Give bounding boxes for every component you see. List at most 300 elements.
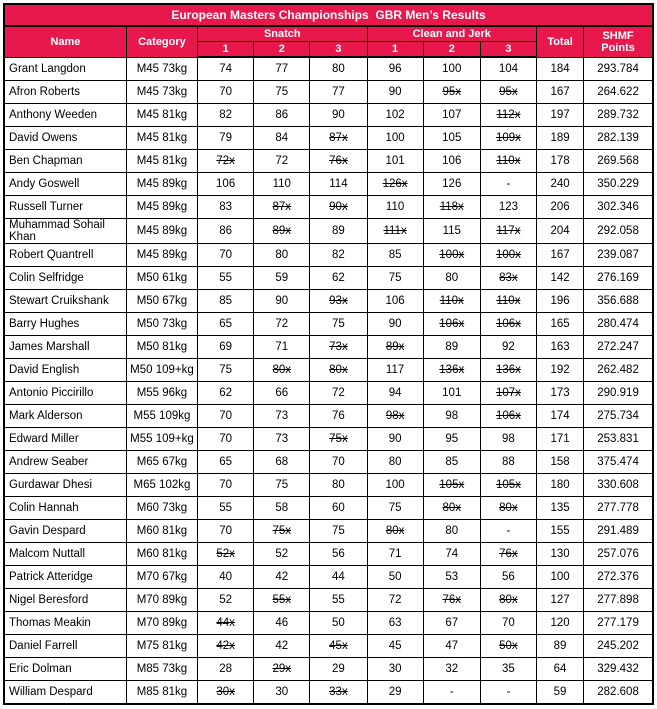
table-row <box>4 267 653 290</box>
snatch-attempt-3-cell: 73x <box>310 336 367 359</box>
cj-attempt-3-cell: 136x <box>480 359 536 382</box>
snatch-attempt-1-cell: 42x <box>198 635 254 658</box>
table-row <box>4 451 653 474</box>
snatch-attempt-2-cell: 71 <box>254 336 310 359</box>
total-cell: 206 <box>536 196 583 219</box>
category-cell: M50 73kg <box>126 313 197 336</box>
snatch-attempt-3-cell: 80 <box>310 57 367 81</box>
snatch-attempt-2-cell: 73 <box>254 428 310 451</box>
name-cell: Muhammad Sohail Khan <box>4 219 126 244</box>
table-row <box>4 520 653 543</box>
snatch-attempt-1-cell: 30x <box>198 681 254 705</box>
category-cell: M70 89kg <box>126 589 197 612</box>
cj-attempt-3-cell: 105x <box>480 474 536 497</box>
snatch-attempt-2-cell: 80x <box>254 359 310 382</box>
name-cell: Stewart Cruikshank <box>4 290 126 313</box>
cj-attempt-3-cell: 104 <box>480 57 536 81</box>
cj-attempt-3-cell: 98 <box>480 428 536 451</box>
name-cell: Nigel Beresford <box>4 589 126 612</box>
table-row <box>4 57 653 81</box>
category-cell: M50 61kg <box>126 267 197 290</box>
snatch-attempt-1-cell: 85 <box>198 290 254 313</box>
cj-attempt-1-cell: 90 <box>367 313 423 336</box>
name-cell: Malcom Nuttall <box>4 543 126 566</box>
snatch-attempt-2-cell: 86 <box>254 104 310 127</box>
cj-attempt-1-cell: 90 <box>367 81 423 104</box>
col-header-cj-1: 1 <box>367 42 423 58</box>
cj-attempt-2-cell: 32 <box>423 658 480 681</box>
snatch-attempt-3-cell: 29 <box>310 658 367 681</box>
col-header-snatch: Snatch <box>198 26 367 42</box>
name-cell: Antonio Piccirillo <box>4 382 126 405</box>
col-header-snatch-2: 2 <box>254 42 310 58</box>
snatch-attempt-2-cell: 68 <box>254 451 310 474</box>
cj-attempt-2-cell: 80 <box>423 520 480 543</box>
name-cell: Daniel Farrell <box>4 635 126 658</box>
col-header-total: Total <box>536 26 583 57</box>
name-cell: Colin Hannah <box>4 497 126 520</box>
cj-attempt-1-cell: 71 <box>367 543 423 566</box>
snatch-attempt-3-cell: 77 <box>310 81 367 104</box>
cj-attempt-1-cell: 72 <box>367 589 423 612</box>
snatch-attempt-1-cell: 70 <box>198 520 254 543</box>
cj-attempt-1-cell: 111x <box>367 219 423 244</box>
name-cell: Ben Chapman <box>4 150 126 173</box>
snatch-attempt-3-cell: 90 <box>310 104 367 127</box>
name-cell: David Owens <box>4 127 126 150</box>
snatch-attempt-1-cell: 28 <box>198 658 254 681</box>
cj-attempt-2-cell: 107 <box>423 104 480 127</box>
total-cell: 100 <box>536 566 583 589</box>
name-cell: Gurdawar Dhesi <box>4 474 126 497</box>
name-cell: Grant Langdon <box>4 57 126 81</box>
cj-attempt-1-cell: 29 <box>367 681 423 705</box>
cj-attempt-1-cell: 110 <box>367 196 423 219</box>
snatch-attempt-2-cell: 46 <box>254 612 310 635</box>
table-title: European Masters Championships GBR Men’s Results <box>4 4 653 26</box>
points-cell: 257.076 <box>584 543 653 566</box>
snatch-attempt-3-cell: 76x <box>310 150 367 173</box>
points-cell: 277.898 <box>584 589 653 612</box>
name-cell: William Despard <box>4 681 126 705</box>
table-row <box>4 104 653 127</box>
table-row <box>4 81 653 104</box>
snatch-attempt-1-cell: 106 <box>198 173 254 196</box>
table-row <box>4 681 653 705</box>
cj-attempt-2-cell: 98 <box>423 405 480 428</box>
snatch-attempt-3-cell: 75 <box>310 313 367 336</box>
category-cell: M60 81kg <box>126 520 197 543</box>
category-cell: M45 89kg <box>126 219 197 244</box>
snatch-attempt-1-cell: 52x <box>198 543 254 566</box>
cj-attempt-3-cell: 50x <box>480 635 536 658</box>
snatch-attempt-2-cell: 77 <box>254 57 310 81</box>
snatch-attempt-2-cell: 75x <box>254 520 310 543</box>
snatch-attempt-2-cell: 80 <box>254 244 310 267</box>
col-header-cj-3: 3 <box>480 42 536 58</box>
cj-attempt-1-cell: 126x <box>367 173 423 196</box>
snatch-attempt-3-cell: 93x <box>310 290 367 313</box>
name-cell: Anthony Weeden <box>4 104 126 127</box>
snatch-attempt-3-cell: 75 <box>310 520 367 543</box>
header-row-groups <box>4 26 653 42</box>
snatch-attempt-3-cell: 55 <box>310 589 367 612</box>
name-cell: Mark Alderson <box>4 405 126 428</box>
total-cell: 173 <box>536 382 583 405</box>
snatch-attempt-1-cell: 74 <box>198 57 254 81</box>
points-cell: 375.474 <box>584 451 653 474</box>
snatch-attempt-1-cell: 69 <box>198 336 254 359</box>
snatch-attempt-1-cell: 55 <box>198 267 254 290</box>
snatch-attempt-3-cell: 82 <box>310 244 367 267</box>
cj-attempt-1-cell: 75 <box>367 267 423 290</box>
cj-attempt-2-cell: 100 <box>423 57 480 81</box>
total-cell: 165 <box>536 313 583 336</box>
cj-attempt-1-cell: 80 <box>367 451 423 474</box>
points-cell: 290.919 <box>584 382 653 405</box>
cj-attempt-3-cell: - <box>480 520 536 543</box>
snatch-attempt-1-cell: 70 <box>198 405 254 428</box>
total-cell: 130 <box>536 543 583 566</box>
cj-attempt-2-cell: - <box>423 681 480 705</box>
name-cell: Robert Quantrell <box>4 244 126 267</box>
cj-attempt-3-cell: 109x <box>480 127 536 150</box>
cj-attempt-1-cell: 85 <box>367 244 423 267</box>
snatch-attempt-1-cell: 44x <box>198 612 254 635</box>
points-cell: 275.734 <box>584 405 653 428</box>
cj-attempt-1-cell: 106 <box>367 290 423 313</box>
cj-attempt-3-cell: 80x <box>480 589 536 612</box>
cj-attempt-3-cell: 35 <box>480 658 536 681</box>
cj-attempt-2-cell: 126 <box>423 173 480 196</box>
points-cell: 293.784 <box>584 57 653 81</box>
snatch-attempt-1-cell: 70 <box>198 474 254 497</box>
cj-attempt-1-cell: 45 <box>367 635 423 658</box>
table-row <box>4 359 653 382</box>
snatch-attempt-2-cell: 42 <box>254 566 310 589</box>
points-cell: 291.489 <box>584 520 653 543</box>
name-cell: Barry Hughes <box>4 313 126 336</box>
cj-attempt-2-cell: 115 <box>423 219 480 244</box>
table-row <box>4 612 653 635</box>
name-cell: Andy Goswell <box>4 173 126 196</box>
cj-attempt-3-cell: 110x <box>480 290 536 313</box>
table-row <box>4 127 653 150</box>
snatch-attempt-2-cell: 75 <box>254 474 310 497</box>
category-cell: M50 81kg <box>126 336 197 359</box>
category-cell: M55 96kg <box>126 382 197 405</box>
cj-attempt-3-cell: 106x <box>480 313 536 336</box>
snatch-attempt-2-cell: 52 <box>254 543 310 566</box>
total-cell: 142 <box>536 267 583 290</box>
category-cell: M60 81kg <box>126 543 197 566</box>
cj-attempt-2-cell: 67 <box>423 612 480 635</box>
total-cell: 163 <box>536 336 583 359</box>
total-cell: 240 <box>536 173 583 196</box>
category-cell: M50 109+kg <box>126 359 197 382</box>
cj-attempt-1-cell: 96 <box>367 57 423 81</box>
cj-attempt-2-cell: 95x <box>423 81 480 104</box>
snatch-attempt-2-cell: 30 <box>254 681 310 705</box>
snatch-attempt-1-cell: 75 <box>198 359 254 382</box>
cj-attempt-3-cell: 76x <box>480 543 536 566</box>
points-cell: 282.608 <box>584 681 653 705</box>
cj-attempt-1-cell: 100 <box>367 474 423 497</box>
cj-attempt-2-cell: 76x <box>423 589 480 612</box>
points-cell: 272.376 <box>584 566 653 589</box>
total-cell: 196 <box>536 290 583 313</box>
snatch-attempt-3-cell: 56 <box>310 543 367 566</box>
snatch-attempt-3-cell: 80 <box>310 474 367 497</box>
snatch-attempt-3-cell: 80x <box>310 359 367 382</box>
cj-attempt-1-cell: 89x <box>367 336 423 359</box>
col-header-clean-and-jerk: Clean and Jerk <box>367 26 536 42</box>
snatch-attempt-2-cell: 73 <box>254 405 310 428</box>
category-cell: M70 67kg <box>126 566 197 589</box>
cj-attempt-2-cell: 80x <box>423 497 480 520</box>
table-row <box>4 336 653 359</box>
snatch-attempt-3-cell: 70 <box>310 451 367 474</box>
col-header-category: Category <box>126 26 197 57</box>
total-cell: 192 <box>536 359 583 382</box>
cj-attempt-3-cell: - <box>480 173 536 196</box>
cj-attempt-2-cell: 85 <box>423 451 480 474</box>
snatch-attempt-2-cell: 84 <box>254 127 310 150</box>
snatch-attempt-2-cell: 58 <box>254 497 310 520</box>
total-cell: 64 <box>536 658 583 681</box>
cj-attempt-1-cell: 80x <box>367 520 423 543</box>
total-cell: 167 <box>536 244 583 267</box>
cj-attempt-2-cell: 110x <box>423 290 480 313</box>
category-cell: M60 73kg <box>126 497 197 520</box>
table-row <box>4 635 653 658</box>
cj-attempt-3-cell: 106x <box>480 405 536 428</box>
category-cell: M45 81kg <box>126 127 197 150</box>
category-cell: M50 67kg <box>126 290 197 313</box>
col-header-cj-2: 2 <box>423 42 480 58</box>
snatch-attempt-3-cell: 89 <box>310 219 367 244</box>
snatch-attempt-2-cell: 75 <box>254 81 310 104</box>
snatch-attempt-3-cell: 75x <box>310 428 367 451</box>
name-cell: Afron Roberts <box>4 81 126 104</box>
snatch-attempt-2-cell: 59 <box>254 267 310 290</box>
total-cell: 184 <box>536 57 583 81</box>
name-cell: James Marshall <box>4 336 126 359</box>
points-cell: 329.432 <box>584 658 653 681</box>
snatch-attempt-1-cell: 70 <box>198 244 254 267</box>
snatch-attempt-1-cell: 62 <box>198 382 254 405</box>
snatch-attempt-3-cell: 72 <box>310 382 367 405</box>
category-cell: M70 89kg <box>126 612 197 635</box>
category-cell: M65 67kg <box>126 451 197 474</box>
snatch-attempt-1-cell: 65 <box>198 313 254 336</box>
total-cell: 174 <box>536 405 583 428</box>
total-cell: 120 <box>536 612 583 635</box>
cj-attempt-3-cell: 88 <box>480 451 536 474</box>
col-header-shmf-points: SHMF Points <box>584 26 653 57</box>
snatch-attempt-2-cell: 66 <box>254 382 310 405</box>
results-table <box>3 3 654 705</box>
cj-attempt-3-cell: 110x <box>480 150 536 173</box>
name-cell: Russell Turner <box>4 196 126 219</box>
cj-attempt-3-cell: 117x <box>480 219 536 244</box>
col-header-snatch-3: 3 <box>310 42 367 58</box>
name-cell: Colin Selfridge <box>4 267 126 290</box>
snatch-attempt-2-cell: 72 <box>254 313 310 336</box>
points-cell: 302.346 <box>584 196 653 219</box>
cj-attempt-3-cell: 112x <box>480 104 536 127</box>
total-cell: 158 <box>536 451 583 474</box>
cj-attempt-2-cell: 95 <box>423 428 480 451</box>
snatch-attempt-1-cell: 65 <box>198 451 254 474</box>
category-cell: M55 109kg <box>126 405 197 428</box>
cj-attempt-2-cell: 74 <box>423 543 480 566</box>
snatch-attempt-2-cell: 87x <box>254 196 310 219</box>
snatch-attempt-1-cell: 70 <box>198 428 254 451</box>
table-row <box>4 173 653 196</box>
snatch-attempt-3-cell: 50 <box>310 612 367 635</box>
cj-attempt-1-cell: 102 <box>367 104 423 127</box>
snatch-attempt-1-cell: 86 <box>198 219 254 244</box>
table-row <box>4 405 653 428</box>
snatch-attempt-2-cell: 110 <box>254 173 310 196</box>
category-cell: M65 102kg <box>126 474 197 497</box>
points-cell: 253.831 <box>584 428 653 451</box>
name-cell: Andrew Seaber <box>4 451 126 474</box>
table-row <box>4 313 653 336</box>
points-cell: 245.202 <box>584 635 653 658</box>
cj-attempt-1-cell: 100 <box>367 127 423 150</box>
name-cell: Thomas Meakin <box>4 612 126 635</box>
name-cell: Gavin Despard <box>4 520 126 543</box>
snatch-attempt-1-cell: 40 <box>198 566 254 589</box>
snatch-attempt-1-cell: 83 <box>198 196 254 219</box>
points-cell: 264.622 <box>584 81 653 104</box>
cj-attempt-2-cell: 53 <box>423 566 480 589</box>
cj-attempt-1-cell: 50 <box>367 566 423 589</box>
cj-attempt-1-cell: 101 <box>367 150 423 173</box>
cj-attempt-3-cell: 70 <box>480 612 536 635</box>
category-cell: M45 73kg <box>126 57 197 81</box>
snatch-attempt-3-cell: 44 <box>310 566 367 589</box>
table-row <box>4 290 653 313</box>
cj-attempt-2-cell: 106x <box>423 313 480 336</box>
cj-attempt-1-cell: 63 <box>367 612 423 635</box>
points-cell: 330.608 <box>584 474 653 497</box>
table-row <box>4 382 653 405</box>
cj-attempt-2-cell: 89 <box>423 336 480 359</box>
points-cell: 292.058 <box>584 219 653 244</box>
snatch-attempt-1-cell: 79 <box>198 127 254 150</box>
table-row <box>4 589 653 612</box>
table-row <box>4 543 653 566</box>
table-row <box>4 219 653 244</box>
snatch-attempt-2-cell: 55x <box>254 589 310 612</box>
snatch-attempt-2-cell: 90 <box>254 290 310 313</box>
cj-attempt-2-cell: 100x <box>423 244 480 267</box>
cj-attempt-1-cell: 30 <box>367 658 423 681</box>
table-row <box>4 196 653 219</box>
category-cell: M45 89kg <box>126 196 197 219</box>
snatch-attempt-3-cell: 45x <box>310 635 367 658</box>
snatch-attempt-2-cell: 72 <box>254 150 310 173</box>
snatch-attempt-3-cell: 87x <box>310 127 367 150</box>
cj-attempt-2-cell: 118x <box>423 196 480 219</box>
snatch-attempt-1-cell: 70 <box>198 81 254 104</box>
category-cell: M45 81kg <box>126 104 197 127</box>
table-row <box>4 428 653 451</box>
points-cell: 272.247 <box>584 336 653 359</box>
total-cell: 189 <box>536 127 583 150</box>
total-cell: 59 <box>536 681 583 705</box>
cj-attempt-1-cell: 94 <box>367 382 423 405</box>
category-cell: M85 73kg <box>126 658 197 681</box>
total-cell: 167 <box>536 81 583 104</box>
category-cell: M45 81kg <box>126 150 197 173</box>
points-cell: 356.688 <box>584 290 653 313</box>
snatch-attempt-1-cell: 82 <box>198 104 254 127</box>
snatch-attempt-3-cell: 60 <box>310 497 367 520</box>
cj-attempt-3-cell: 100x <box>480 244 536 267</box>
snatch-attempt-2-cell: 89x <box>254 219 310 244</box>
snatch-attempt-1-cell: 52 <box>198 589 254 612</box>
category-cell: M45 89kg <box>126 244 197 267</box>
cj-attempt-2-cell: 106 <box>423 150 480 173</box>
total-cell: 204 <box>536 219 583 244</box>
snatch-attempt-3-cell: 76 <box>310 405 367 428</box>
cj-attempt-2-cell: 136x <box>423 359 480 382</box>
snatch-attempt-3-cell: 114 <box>310 173 367 196</box>
cj-attempt-3-cell: 123 <box>480 196 536 219</box>
total-cell: 89 <box>536 635 583 658</box>
category-cell: M45 89kg <box>126 173 197 196</box>
cj-attempt-3-cell: 83x <box>480 267 536 290</box>
cj-attempt-2-cell: 105x <box>423 474 480 497</box>
title-row <box>4 4 653 26</box>
points-cell: 262.482 <box>584 359 653 382</box>
cj-attempt-3-cell: 95x <box>480 81 536 104</box>
points-cell: 277.179 <box>584 612 653 635</box>
cj-attempt-3-cell: 107x <box>480 382 536 405</box>
snatch-attempt-2-cell: 29x <box>254 658 310 681</box>
total-cell: 171 <box>536 428 583 451</box>
total-cell: 180 <box>536 474 583 497</box>
points-cell: 239.087 <box>584 244 653 267</box>
table-row <box>4 474 653 497</box>
cj-attempt-2-cell: 101 <box>423 382 480 405</box>
table-row <box>4 658 653 681</box>
name-cell: Edward Miller <box>4 428 126 451</box>
col-header-name: Name <box>4 26 126 57</box>
cj-attempt-3-cell: 80x <box>480 497 536 520</box>
category-cell: M55 109+kg <box>126 428 197 451</box>
snatch-attempt-3-cell: 90x <box>310 196 367 219</box>
snatch-attempt-3-cell: 33x <box>310 681 367 705</box>
points-cell: 289.732 <box>584 104 653 127</box>
cj-attempt-1-cell: 75 <box>367 497 423 520</box>
points-cell: 269.568 <box>584 150 653 173</box>
snatch-attempt-2-cell: 42 <box>254 635 310 658</box>
table-row <box>4 150 653 173</box>
name-cell: David English <box>4 359 126 382</box>
cj-attempt-3-cell: 56 <box>480 566 536 589</box>
cj-attempt-2-cell: 105 <box>423 127 480 150</box>
cj-attempt-3-cell: 92 <box>480 336 536 359</box>
total-cell: 178 <box>536 150 583 173</box>
name-cell: Patrick Atteridge <box>4 566 126 589</box>
results-body <box>4 57 653 704</box>
points-cell: 276.169 <box>584 267 653 290</box>
